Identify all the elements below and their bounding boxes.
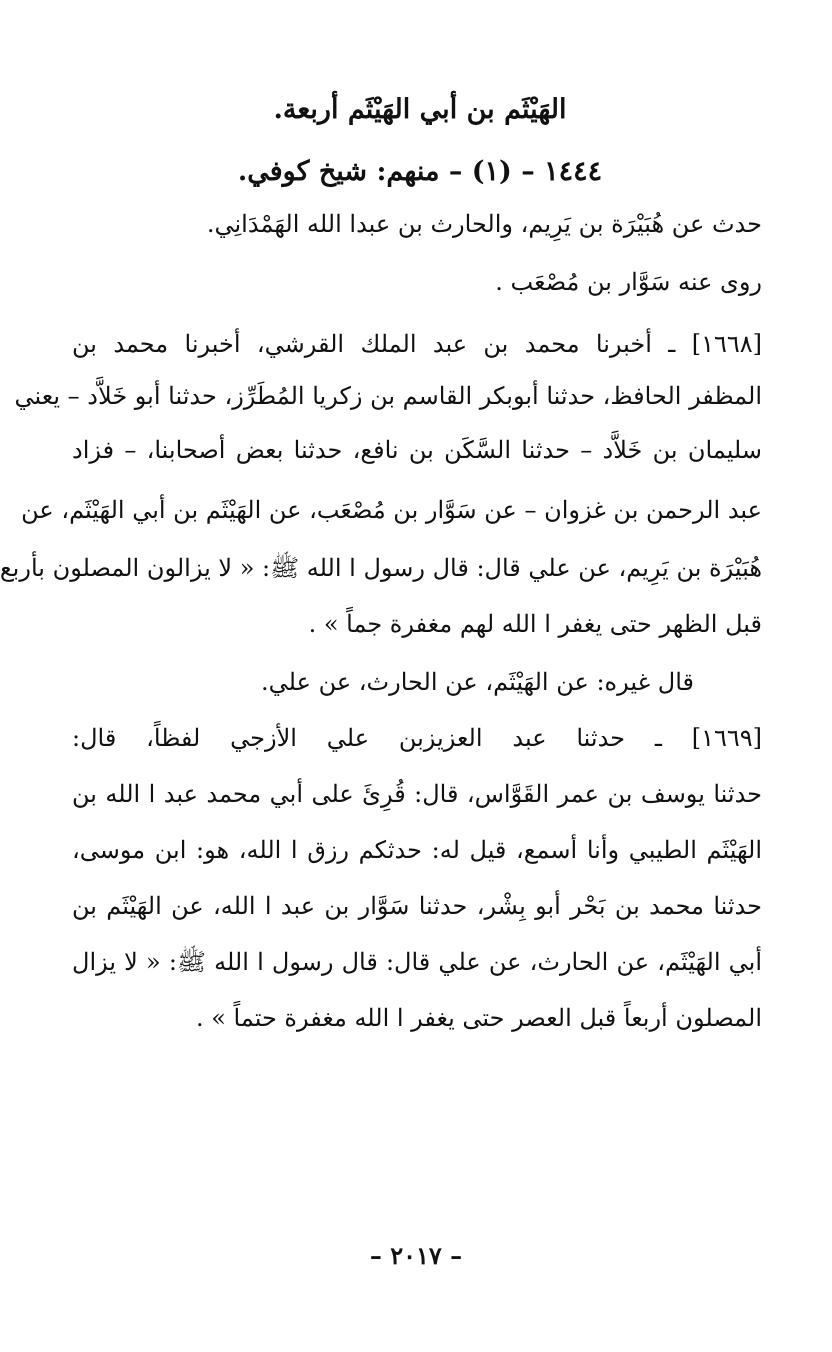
- hadith-1669-line: حدثنا محمد بن بَحْر أبو بِشْر، حدثنا سَوَّار بن عبد ا الله، عن الهَيْثَم بن: [72, 892, 762, 920]
- hadith-1669-line: حدثنا يوسف بن عمر القَوَّاس، قال: قُرِئَ على أبي محمد عبد ا الله بن: [72, 780, 762, 808]
- hadith-1668-line: المظفر الحافظ، حدثنا أبوبكر القاسم بن زكريا المُطَرِّز، حدثنا أبو خَلاَّد – يعني: [14, 382, 762, 410]
- bio-line: حدث عن هُبَيْرَة بن يَرِيم، والحارث بن عبدا الله الهَمْدَانِي.: [206, 210, 762, 238]
- hadith-1669-line: الهَيْثَم الطيبي وأنا أسمع، قيل له: حدثكم رزق ا الله، هو: ابن موسى،: [72, 836, 762, 864]
- hadith-1669-line: المصلون أربعاً قبل العصر حتى يغفر ا الله مغفرة حتماً » .: [195, 1004, 762, 1032]
- hadith-1668-line: [١٦٦٨] ـ أخبرنا محمد بن عبد الملك القرشي، أخبرنا محمد بن: [72, 330, 763, 358]
- hadith-1668-line: سليمان بن خَلاَّد – حدثنا السَّكَن بن نافع، حدثنا بعض أصحابنا، – فزاد: [72, 436, 762, 464]
- section-title: الهَيْثَم بن أبي الهَيْثَم أربعة.: [273, 94, 567, 125]
- hadith-1669-line: أبي الهَيْثَم، عن الحارث، عن علي قال: قال رسول ا الله ﷺ: « لا يزال: [72, 948, 762, 976]
- hadith-1668-line: عبد الرحمن بن غزوان – عن سَوَّار بن مُصْعَب، عن الهَيْثَم بن أبي الهَيْثَم، عن: [21, 496, 762, 524]
- narration-note: قال غيره: عن الهَيْثَم، عن الحارث، عن علي.: [261, 668, 694, 696]
- hadith-1668-line: قبل الظهر حتى يغفر ا الله لهم مغفرة جماً » .: [308, 610, 762, 638]
- hadith-1668-line: هُبَيْرَة بن يَرِيم، عن علي قال: قال رسول ا الله ﷺ: « لا يزالون المصلون بأربع: [0, 554, 762, 582]
- entry-heading: ١٤٤٤ – (١) – منهم: شيخ كوفي.: [237, 156, 603, 187]
- hadith-1669-line: [١٦٦٩] ـ حدثنا عبد العزيزبن علي الأزجي لفظاً، قال:: [72, 724, 762, 752]
- page-number: – ٢٠١٧ –: [369, 1241, 463, 1270]
- bio-line: روى عنه سَوَّار بن مُصْعَب .: [495, 268, 762, 296]
